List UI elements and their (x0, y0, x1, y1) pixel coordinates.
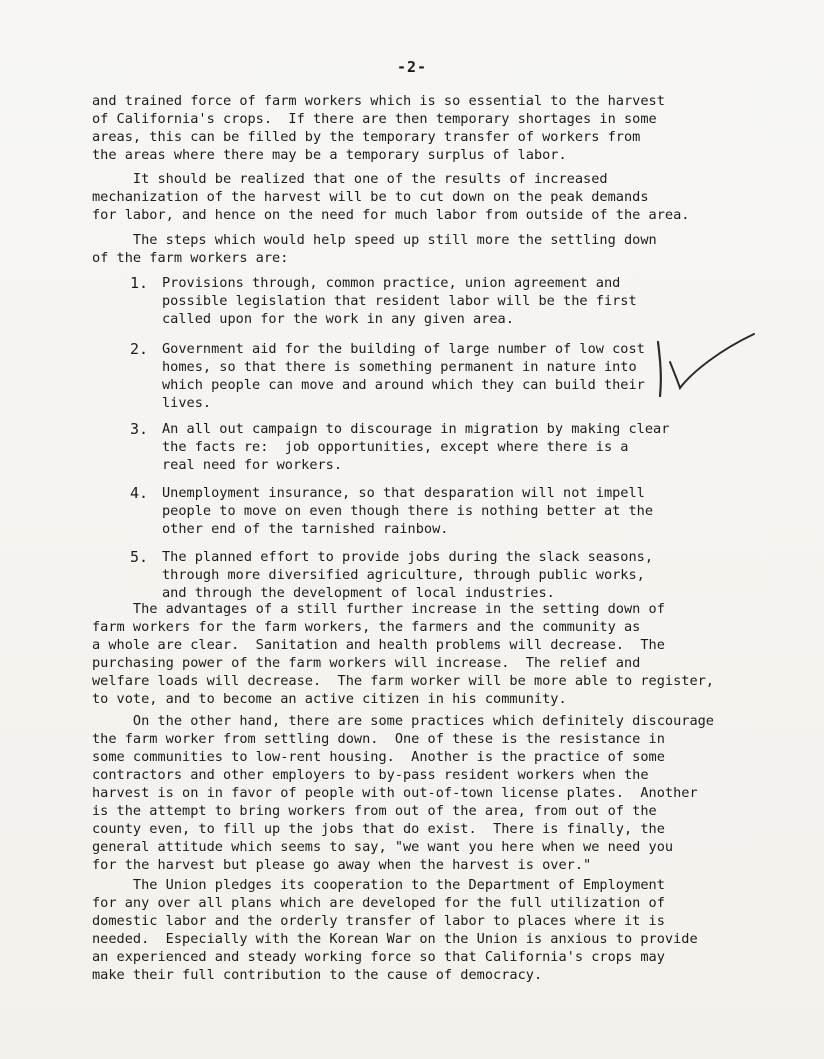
paragraph-union-pledge: The Union pledges its cooperation to the Department of Employment for any over all plans which are developed for the full utilization of domestic labor and the orderly transfer of labor to places where it is needed. Especially with the Korean War on the Union is anxious to provide an experienced and steady working force so that California's crops may make their full contribution to the cause of democracy. (92, 877, 698, 983)
paragraph-steps-intro: The steps which would help speed up still more the settling down of the farm workers are: (92, 232, 657, 266)
list-item-number: 4. (130, 484, 149, 502)
paragraph-discouragements: On the other hand, there are some practices which definitely discourage the farm worker from settling down. One of these is the resistance in some communities to low-rent housing. Another is the practice of some contractors and other employers to by-pass resident workers when the harvest is on in favor of people with out-of-town license plates. Another is the attempt to bring workers from out of the area, from out of the county even, to fill up the jobs that do exist. There is finally, the general attitude which seems to say, "we want you here when we need you for the harvest but please go away when the harvest is over." (92, 713, 714, 873)
list-item: Government aid for the building of large number of low cost homes, so that there is something permanent in nature into which people can move and around which they can build their lives. (162, 341, 645, 411)
list-item-number: 1. (130, 274, 149, 292)
list-item-number: 2. (130, 340, 149, 358)
list-item-number: 3. (130, 420, 149, 438)
list-item: Unemployment insurance, so that desparation will not impell people to move on even though there is nothing better at the other end of the tarnished rainbow. (162, 485, 654, 537)
paragraph-mechanization: It should be realized that one of the results of increased mechanization of the harvest will be to cut down on the peak demands for labor, and hence on the need for much labor from outside of the area. (92, 171, 690, 223)
list-item-number: 5. (130, 548, 149, 566)
paragraph-continuation: and trained force of farm workers which is so essential to the harvest of California's crops. If there are then temporary shortages in some areas, this can be filled by the temporary transfer of workers from the areas where there may be a temporary surplus of labor. (92, 93, 665, 163)
paragraph-advantages: The advantages of a still further increase in the setting down of farm workers for the farm workers, the farmers and the community as a whole are clear. Sanitation and health problems will decrease. The purchasing power of the farm workers will increase. The relief and welfare loads will decrease. The farm worker will be more able to register, to vote, and to become an active citizen in his community. (92, 601, 714, 707)
page-number: -2- (396, 58, 428, 76)
list-item: An all out campaign to discourage in migration by making clear the facts re: job opportunities, except where there is a real need for workers. (162, 421, 670, 473)
handwritten-check-mark-icon (650, 332, 760, 412)
list-item: The planned effort to provide jobs during the slack seasons, through more diversified agriculture, through public works, and through the development of local industries. (162, 549, 654, 601)
list-item: Provisions through, common practice, union agreement and possible legislation that resident labor will be the first called upon for the work in any given area. (162, 275, 637, 327)
